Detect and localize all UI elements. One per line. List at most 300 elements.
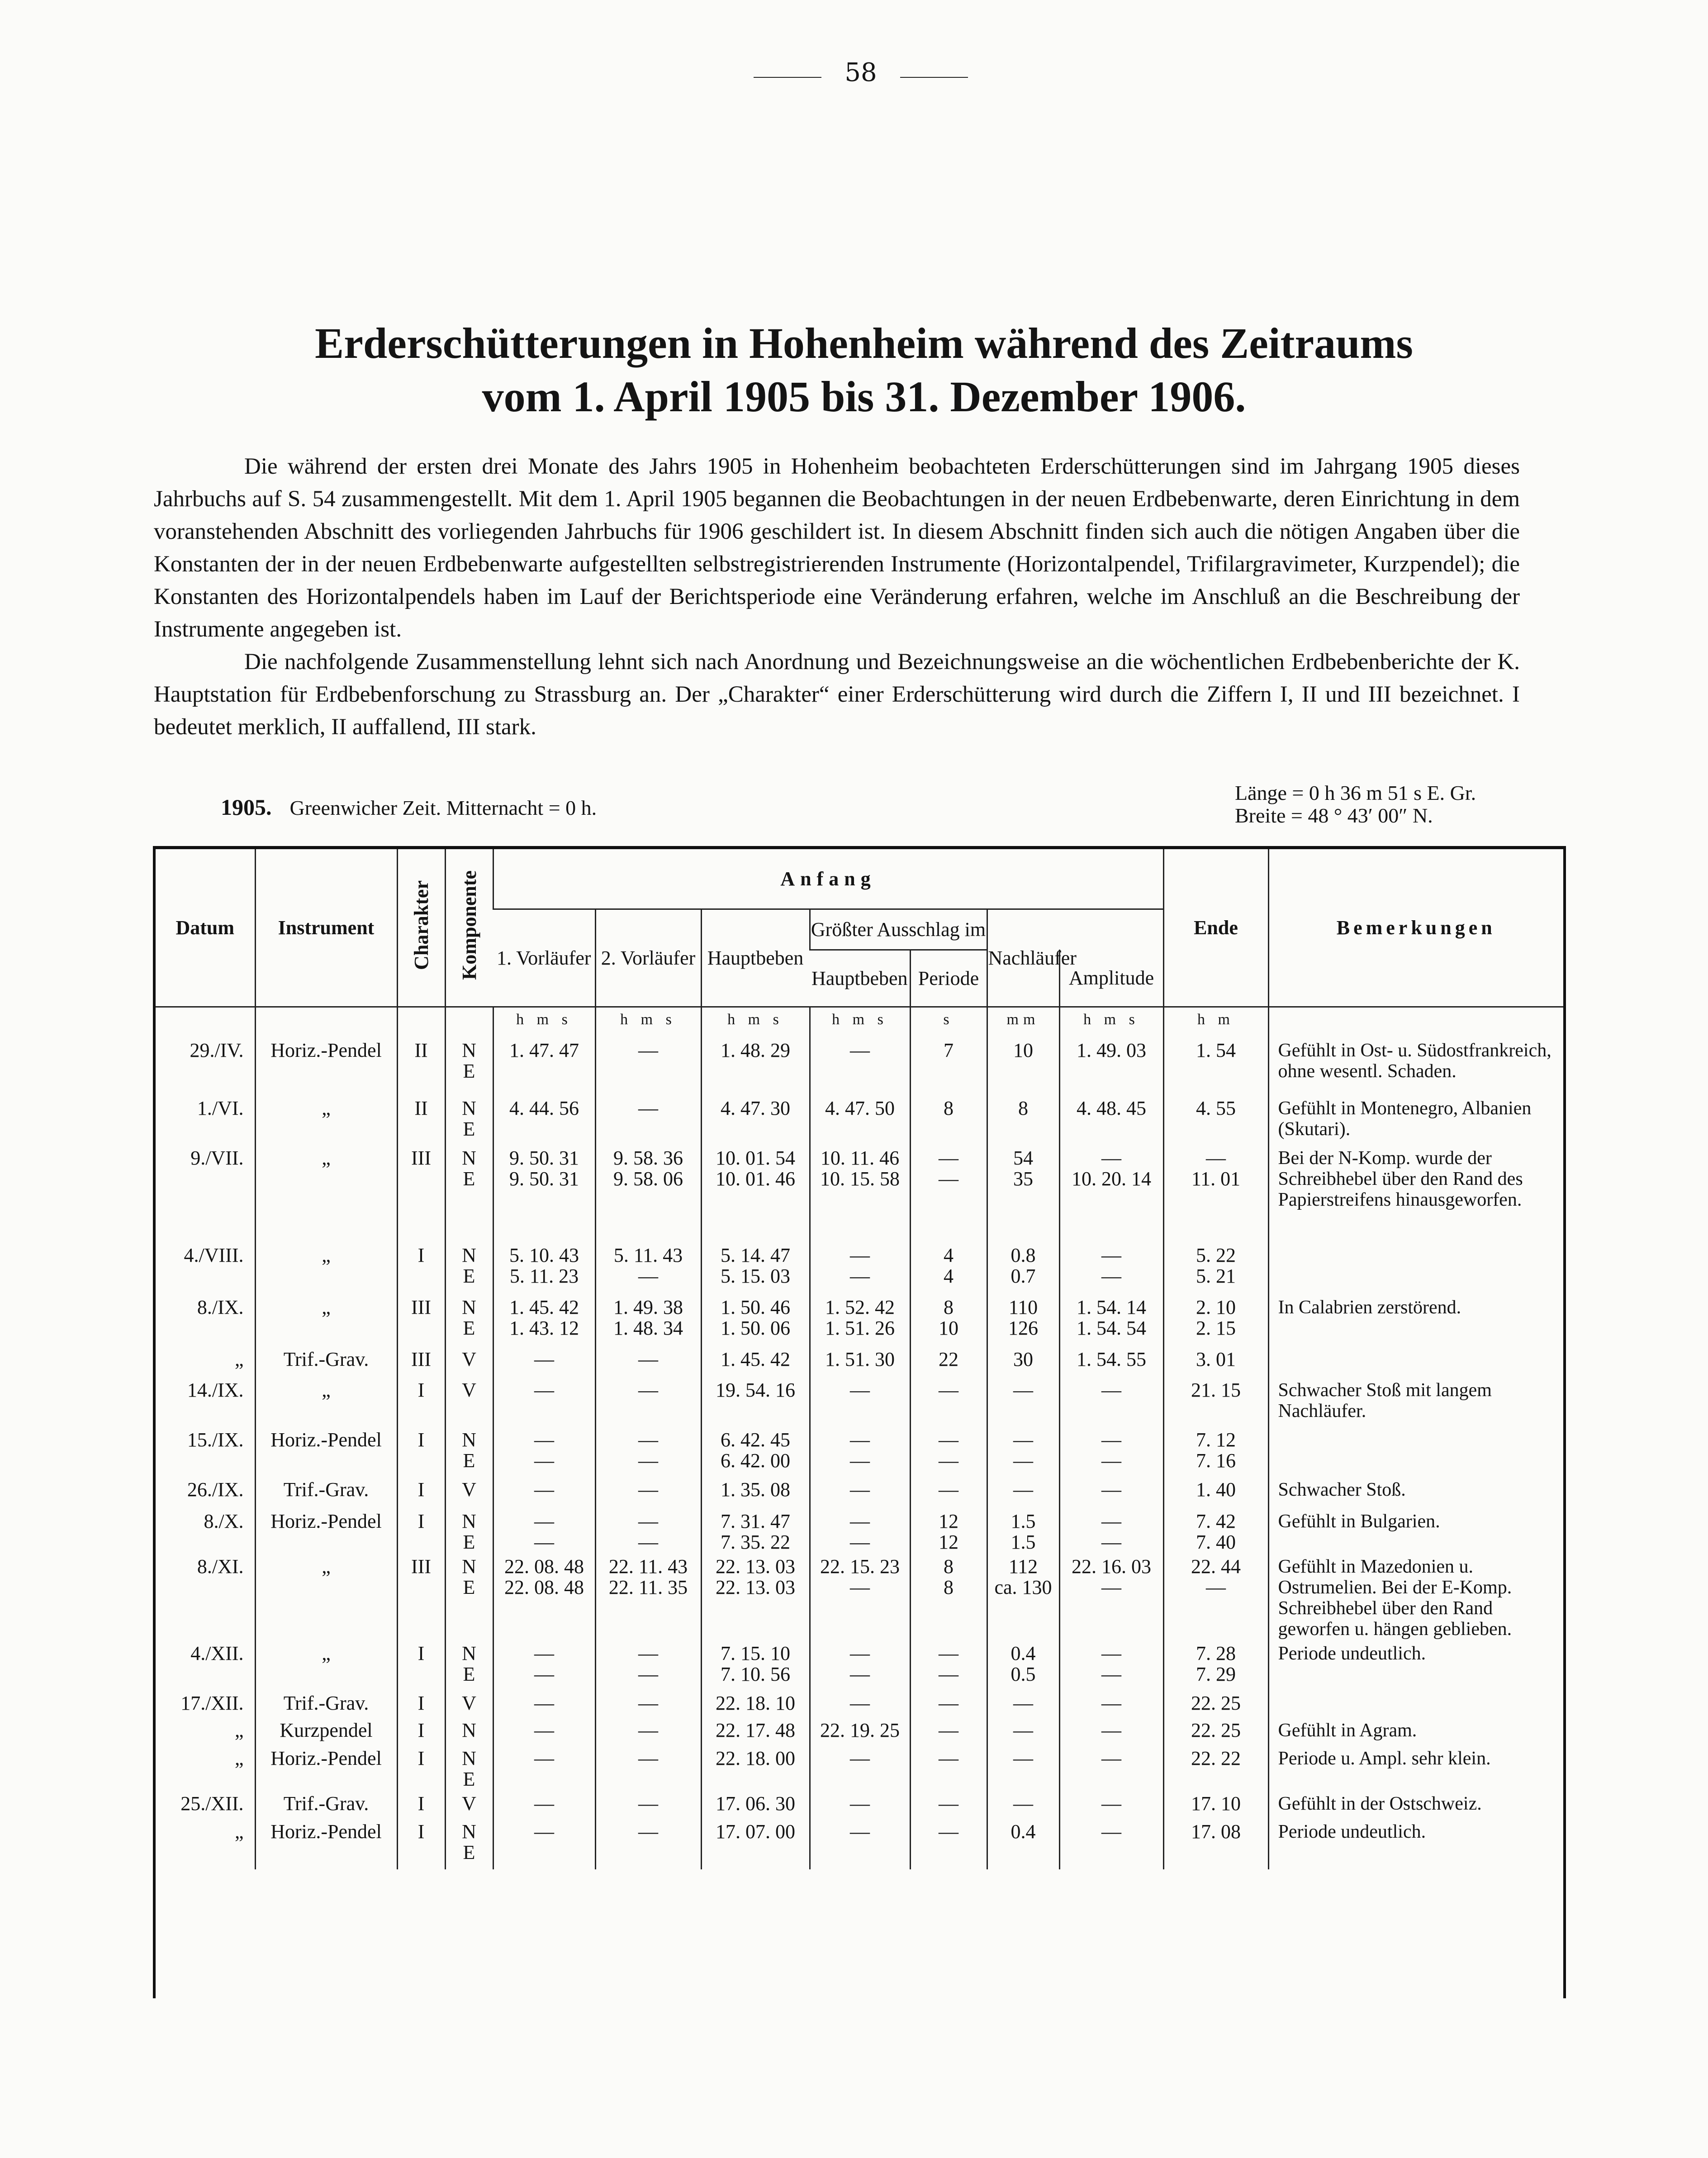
vorlaeufer-2-cell-value: 9. 58. 36 [613, 1146, 683, 1169]
hauptbeben-cell [701, 1792, 810, 1820]
table-row [156, 1746, 1563, 1792]
periode-cell [910, 1746, 987, 1792]
header-ende: Ende [1163, 849, 1268, 1007]
komponente-cell [445, 1096, 493, 1146]
table-row [156, 1378, 1563, 1428]
ende-cell-value: — [1206, 1146, 1226, 1169]
header-groesster-ausschlag: Größter Ausschlag im [810, 909, 987, 950]
ende-cell-value: 21. 15 [1191, 1378, 1241, 1401]
page-number-rule-left [754, 77, 821, 78]
amplitude-cell-value: — [1013, 1428, 1033, 1451]
vorlaeufer-1-cell-value: 22. 08. 48 [504, 1576, 584, 1598]
hauptbeben-cell [701, 1509, 810, 1554]
amplitude-cell [987, 1096, 1059, 1146]
amplitude-cell-value: — [1013, 1792, 1033, 1815]
periode-cell [910, 1347, 987, 1378]
charakter-cell: I [397, 1641, 445, 1691]
bemerkung-cell: Bei der N-Komp. wurde der Schreibhebel über den Rand des Papierstreifens hinausgeworfen. [1268, 1146, 1563, 1243]
hauptbeben-cell-value: 22. 18. 00 [716, 1747, 795, 1769]
amplitude-cell-value: 10 [1013, 1039, 1033, 1061]
komponente-cell-value: V [462, 1348, 476, 1370]
unit-cell: mm [987, 1007, 1059, 1038]
nachlaeufer-cell [1059, 1146, 1163, 1243]
periode-cell [910, 1038, 987, 1096]
komponente-cell [445, 1509, 493, 1554]
groesster-hauptbeben-cell-value: — [850, 1244, 870, 1266]
periode-cell-value: — [939, 1747, 958, 1769]
groesster-hauptbeben-cell-value: 1. 51. 30 [825, 1348, 895, 1370]
table-row [156, 1554, 1563, 1641]
groesster-hauptbeben-cell-value: 22. 15. 23 [820, 1555, 900, 1578]
table-row [156, 1096, 1563, 1146]
groesster-hauptbeben-cell-value: 1. 52. 42 [825, 1296, 895, 1318]
komponente-cell-value: N [462, 1428, 476, 1451]
nachlaeufer-cell-value: 22. 16. 03 [1072, 1555, 1151, 1578]
groesster-hauptbeben-cell-value: — [850, 1428, 870, 1451]
periode-cell [910, 1509, 987, 1554]
datum-cell: 25./XII. [180, 1792, 244, 1815]
header-komponente: Komponente [458, 870, 480, 980]
nachlaeufer-cell-value: — [1101, 1478, 1121, 1501]
instrument-cell: „ [255, 1146, 397, 1243]
bemerkung-cell: Gefühlt in Bulgarien. [1268, 1509, 1563, 1554]
komponente-cell [445, 1428, 493, 1478]
groesster-hauptbeben-cell-value: — [850, 1510, 870, 1532]
periode-cell-value: — [939, 1820, 958, 1843]
ende-cell [1163, 1718, 1268, 1746]
groesster-hauptbeben-cell-value: — [850, 1531, 870, 1553]
hauptbeben-cell [701, 1478, 810, 1509]
nachlaeufer-cell-value: — [1101, 1428, 1121, 1451]
ende-cell-value: 2. 15 [1196, 1317, 1236, 1339]
vorlaeufer-1-cell-value: 1. 47. 47 [509, 1039, 579, 1061]
unit-cell [1268, 1007, 1563, 1038]
ende-cell [1163, 1746, 1268, 1792]
datum-cell: 17./XII. [180, 1692, 244, 1714]
nachlaeufer-cell-value: — [1101, 1449, 1121, 1472]
amplitude-cell [987, 1243, 1059, 1295]
datum-cell: 8./X. [204, 1510, 244, 1532]
amplitude-cell [987, 1146, 1059, 1243]
table-row [156, 1509, 1563, 1554]
amplitude-cell-value: 0.4 [1011, 1820, 1036, 1843]
amplitude-cell [987, 1295, 1059, 1347]
header-charakter: Charakter [410, 880, 432, 970]
vorlaeufer-1-cell [493, 1347, 595, 1378]
periode-cell [910, 1478, 987, 1509]
amplitude-cell [987, 1347, 1059, 1378]
ende-cell-value: 1. 54 [1196, 1039, 1236, 1061]
bemerkung-cell: Gefühlt in der Ostschweiz. [1268, 1792, 1563, 1820]
amplitude-cell-value: 1.5 [1011, 1510, 1036, 1532]
hauptbeben-cell [701, 1347, 810, 1378]
periode-cell [910, 1243, 987, 1295]
vorlaeufer-1-cell-value: 9. 50. 31 [509, 1146, 579, 1169]
datum-cell: 1./VI. [197, 1097, 244, 1119]
hauptbeben-cell-value: 5. 14. 47 [721, 1244, 790, 1266]
hauptbeben-cell-value: 7. 15. 10 [721, 1642, 790, 1664]
vorlaeufer-1-cell [493, 1792, 595, 1820]
hauptbeben-cell-value: 7. 35. 22 [721, 1531, 790, 1553]
groesster-hauptbeben-cell-value: — [850, 1478, 870, 1501]
vorlaeufer-1-cell-value: 5. 11. 23 [509, 1264, 579, 1287]
amplitude-cell-value: 110 [1008, 1296, 1038, 1318]
periode-cell-value: — [939, 1449, 958, 1472]
periode-cell [910, 1378, 987, 1428]
amplitude-cell [987, 1038, 1059, 1096]
komponente-cell-value: E [463, 1663, 475, 1685]
amplitude-cell [987, 1792, 1059, 1820]
vorlaeufer-2-cell [595, 1428, 701, 1478]
periode-cell-value: — [939, 1167, 958, 1190]
unit-cell: h m s [595, 1007, 701, 1038]
komponente-cell [445, 1243, 493, 1295]
table-body [156, 1007, 1563, 1869]
unit-cell [156, 1007, 255, 1038]
amplitude-cell [987, 1428, 1059, 1478]
groesster-hauptbeben-cell-value: 22. 19. 25 [820, 1719, 900, 1741]
amplitude-cell-value: — [1013, 1747, 1033, 1769]
ende-cell-value: — [1206, 1576, 1226, 1598]
groesster-hauptbeben-cell-value: — [850, 1039, 870, 1061]
nachlaeufer-cell [1059, 1243, 1163, 1295]
datum-cell: 4./VIII. [184, 1244, 244, 1266]
instrument-cell: Horiz.-Pendel [255, 1746, 397, 1792]
datum-cell: 4./XII. [190, 1642, 244, 1664]
komponente-cell [445, 1691, 493, 1718]
periode-cell [910, 1554, 987, 1641]
groesster-hauptbeben-cell-value: — [850, 1792, 870, 1815]
instrument-cell: „ [255, 1641, 397, 1691]
amplitude-cell [987, 1691, 1059, 1718]
amplitude-cell [987, 1820, 1059, 1869]
ende-cell [1163, 1146, 1268, 1243]
ende-cell [1163, 1243, 1268, 1295]
vorlaeufer-1-cell [493, 1096, 595, 1146]
hauptbeben-cell-value: 10. 01. 46 [716, 1167, 795, 1190]
ende-cell-value: 17. 08 [1191, 1820, 1241, 1843]
bemerkung-cell [1268, 1347, 1563, 1378]
charakter-cell: I [397, 1746, 445, 1792]
periode-cell-value: 10 [939, 1317, 958, 1339]
komponente-cell-value: N [462, 1039, 476, 1061]
komponente-cell-value: N [462, 1510, 476, 1532]
header-periode: Periode [910, 950, 987, 1007]
komponente-cell-value: E [463, 1768, 475, 1790]
ende-cell-value: 11. 01 [1191, 1167, 1241, 1190]
vorlaeufer-2-cell [595, 1478, 701, 1509]
periode-cell-value: 22 [939, 1348, 958, 1370]
nachlaeufer-cell [1059, 1554, 1163, 1641]
periode-cell [910, 1641, 987, 1691]
komponente-cell [445, 1478, 493, 1509]
title-line-2: vom 1. April 1905 bis 31. Dezember 1906. [482, 372, 1246, 421]
komponente-cell [445, 1146, 493, 1243]
header-g-hauptbeben: Hauptbeben [810, 950, 910, 1007]
hauptbeben-cell-value: 4. 47. 30 [721, 1097, 790, 1119]
komponente-cell-value: N [462, 1097, 476, 1119]
vorlaeufer-1-cell [493, 1478, 595, 1509]
hauptbeben-cell-value: 1. 50. 46 [721, 1296, 790, 1318]
datum-cell: „ [234, 1719, 244, 1741]
nachlaeufer-cell-value: — [1101, 1792, 1121, 1815]
charakter-cell: III [397, 1146, 445, 1243]
periode-cell-value: — [939, 1792, 958, 1815]
hauptbeben-cell-value: 6. 42. 00 [721, 1449, 790, 1472]
vorlaeufer-1-cell [493, 1691, 595, 1718]
table-row [156, 1641, 1563, 1691]
vorlaeufer-2-cell-value: — [638, 1510, 658, 1532]
unit-cell: h m s [701, 1007, 810, 1038]
groesster-hauptbeben-cell-value: 10. 15. 58 [820, 1167, 900, 1190]
vorlaeufer-1-cell-value: — [534, 1378, 554, 1401]
bemerkung-cell [1268, 1691, 1563, 1718]
nachlaeufer-cell-value: 1. 54. 14 [1077, 1296, 1146, 1318]
vorlaeufer-1-cell [493, 1554, 595, 1641]
unit-cell: h m s [1059, 1007, 1163, 1038]
periode-cell-value: 4 [944, 1264, 954, 1287]
bemerkung-cell: Periode undeutlich. [1268, 1820, 1563, 1869]
bemerkung-cell: In Calabrien zerstörend. [1268, 1295, 1563, 1347]
amplitude-cell-value: — [1013, 1478, 1033, 1501]
vorlaeufer-2-cell [595, 1038, 701, 1096]
periode-cell-value: 12 [939, 1510, 958, 1532]
periode-cell-value: 8 [944, 1097, 954, 1119]
intro-paragraph-1: Die während der ersten drei Monate des Jahrs 1905 in Hohenheim beobachteten Erderschütterungen sind im Jahrgang 1905 dieses Jahrbuchs auf S. 54 zusammengestellt. Mit dem 1. April 1905 begannen die Beobachtungen in der neuen Erdbebenwarte, deren Einrichtung in dem voranstehenden Abschnitt des vorliegenden Jahrbuchs für 1906 geschildert ist. In diesem Abschnitt finden sich auch die nötigen Angaben über die Konstanten der in der neuen Erdbebenwarte aufgestellten selbstregistrierenden Instrumente (Horizontalpendel, Trifilargravimeter, Kurzpendel); die Konstanten des Horizontalpendels haben im Lauf der Berichtsperiode eine Veränderung erfahren, welche im Anschluß an die Beschreibung der Instrumente angegeben ist. [154, 454, 1520, 642]
charakter-cell: I [397, 1478, 445, 1509]
unit-cell [255, 1007, 397, 1038]
amplitude-cell [987, 1509, 1059, 1554]
bemerkung-cell: Gefühlt in Montenegro, Albanien (Skutari). [1268, 1096, 1563, 1146]
periode-cell-value: 12 [939, 1531, 958, 1553]
header-vorlaeufer-1: 1. Vorläufer [493, 909, 595, 1007]
groesster-hauptbeben-cell-value: — [850, 1449, 870, 1472]
ende-cell [1163, 1691, 1268, 1718]
amplitude-cell [987, 1641, 1059, 1691]
periode-cell-value: 4 [944, 1244, 954, 1266]
vorlaeufer-1-cell-value: — [534, 1449, 554, 1472]
komponente-cell-value: E [463, 1117, 475, 1140]
periode-cell-value: 8 [944, 1296, 954, 1318]
datum-cell: 26./IX. [187, 1478, 244, 1501]
vorlaeufer-2-cell [595, 1295, 701, 1347]
periode-cell [910, 1691, 987, 1718]
ende-cell [1163, 1554, 1268, 1641]
ende-cell-value: 5. 21 [1196, 1264, 1236, 1287]
hauptbeben-cell-value: 19. 54. 16 [716, 1378, 795, 1401]
bemerkung-cell [1268, 1428, 1563, 1478]
table-row [156, 1146, 1563, 1243]
hauptbeben-cell [701, 1554, 810, 1641]
amplitude-cell-value: 0.5 [1011, 1663, 1036, 1685]
groesster-hauptbeben-cell [810, 1641, 910, 1691]
komponente-cell-value: E [463, 1264, 475, 1287]
periode-cell-value: — [939, 1428, 958, 1451]
datum-cell: 8./IX. [197, 1296, 244, 1318]
time-note: Greenwicher Zeit. Mitternacht = 0 h. [289, 796, 597, 819]
vorlaeufer-2-cell-value: — [638, 1428, 658, 1451]
bemerkung-cell: Schwacher Stoß mit langem Nachläufer. [1268, 1378, 1563, 1428]
amplitude-cell-value: 35 [1013, 1167, 1033, 1190]
charakter-cell: III [397, 1347, 445, 1378]
unit-cell: h m [1163, 1007, 1268, 1038]
header-datum: Datum [156, 849, 255, 1007]
ende-cell [1163, 1820, 1268, 1869]
komponente-cell-value: E [463, 1167, 475, 1190]
hauptbeben-cell [701, 1243, 810, 1295]
amplitude-cell-value: 8 [1018, 1097, 1028, 1119]
periode-cell [910, 1718, 987, 1746]
amplitude-cell [987, 1746, 1059, 1792]
hauptbeben-cell-value: 7. 31. 47 [721, 1510, 790, 1532]
hauptbeben-cell-value: 17. 07. 00 [716, 1820, 795, 1843]
vorlaeufer-1-cell [493, 1428, 595, 1478]
ende-cell [1163, 1295, 1268, 1347]
ende-cell-value: 22. 22 [1191, 1747, 1241, 1769]
instrument-cell: Trif.-Grav. [255, 1691, 397, 1718]
table-row [156, 1428, 1563, 1478]
hauptbeben-cell-value: 22. 13. 03 [716, 1576, 795, 1598]
periode-cell [910, 1820, 987, 1869]
bemerkung-cell: Periode u. Ampl. sehr klein. [1268, 1746, 1563, 1792]
komponente-cell-value: E [463, 1060, 475, 1082]
vorlaeufer-2-cell-value: 5. 11. 43 [613, 1244, 683, 1266]
table-row [156, 1478, 1563, 1509]
amplitude-cell-value: 30 [1013, 1348, 1033, 1370]
nachlaeufer-cell-value: — [1101, 1692, 1121, 1714]
vorlaeufer-1-cell [493, 1746, 595, 1792]
header-vorlaeufer-2: 2. Vorläufer [595, 909, 701, 1007]
vorlaeufer-1-cell-value: — [534, 1719, 554, 1741]
charakter-cell: I [397, 1509, 445, 1554]
komponente-cell-value: E [463, 1841, 475, 1863]
vorlaeufer-2-cell-value: — [638, 1449, 658, 1472]
nachlaeufer-cell [1059, 1478, 1163, 1509]
vorlaeufer-2-cell-value: — [638, 1478, 658, 1501]
instrument-cell: „ [255, 1295, 397, 1347]
hauptbeben-cell-value: 7. 10. 56 [721, 1663, 790, 1685]
charakter-cell: III [397, 1295, 445, 1347]
amplitude-cell-value: 54 [1013, 1146, 1033, 1169]
vorlaeufer-1-cell [493, 1295, 595, 1347]
nachlaeufer-cell [1059, 1792, 1163, 1820]
datum-cell: „ [234, 1820, 244, 1843]
vorlaeufer-1-cell-value: — [534, 1531, 554, 1553]
vorlaeufer-2-cell-value: — [638, 1264, 658, 1287]
vorlaeufer-1-cell-value: — [534, 1428, 554, 1451]
komponente-cell [445, 1347, 493, 1378]
units-row [156, 1007, 1563, 1038]
ende-cell-value: 4. 55 [1196, 1097, 1236, 1119]
nachlaeufer-cell-value: — [1101, 1576, 1121, 1598]
charakter-cell: I [397, 1691, 445, 1718]
instrument-cell: „ [255, 1096, 397, 1146]
hauptbeben-cell [701, 1038, 810, 1096]
bemerkung-cell: Periode undeutlich. [1268, 1641, 1563, 1691]
amplitude-cell [987, 1478, 1059, 1509]
intro-paragraph-2: Die nachfolgende Zusammenstellung lehnt sich nach Anordnung und Bezeichnungsweise an die wöchentlichen Erdbebenberichte der K. Hauptstation für Erdbebenforschung zu Strassburg an. Der „Charakter“ einer Erderschütterung wird durch die Ziffern I, II und III bezeichnet. I bedeutet merklich, II auffallend, III stark. [154, 649, 1520, 740]
vorlaeufer-1-cell [493, 1820, 595, 1869]
bemerkung-cell [1268, 1243, 1563, 1295]
vorlaeufer-2-cell-value: — [638, 1642, 658, 1664]
vorlaeufer-1-cell-value: — [534, 1663, 554, 1685]
komponente-cell-value: N [462, 1747, 476, 1769]
groesster-hauptbeben-cell [810, 1347, 910, 1378]
vorlaeufer-1-cell-value: — [534, 1692, 554, 1714]
vorlaeufer-1-cell-value: — [534, 1510, 554, 1532]
groesster-hauptbeben-cell [810, 1146, 910, 1243]
vorlaeufer-1-cell-value: — [534, 1792, 554, 1815]
charakter-cell: III [397, 1554, 445, 1641]
vorlaeufer-2-cell-value: — [638, 1792, 658, 1815]
ende-cell-value: 1. 40 [1196, 1478, 1236, 1501]
table-row [156, 1820, 1563, 1869]
charakter-cell: I [397, 1428, 445, 1478]
nachlaeufer-cell [1059, 1691, 1163, 1718]
ende-cell-value: 7. 29 [1196, 1663, 1236, 1685]
komponente-cell-value: E [463, 1449, 475, 1472]
hauptbeben-cell [701, 1295, 810, 1347]
groesster-hauptbeben-cell [810, 1792, 910, 1820]
ende-cell-value: 5. 22 [1196, 1244, 1236, 1266]
vorlaeufer-2-cell-value: — [638, 1719, 658, 1741]
unit-cell [445, 1007, 493, 1038]
vorlaeufer-1-cell-value: 9. 50. 31 [509, 1167, 579, 1190]
amplitude-cell-value: 112 [1008, 1555, 1038, 1578]
komponente-cell-value: N [462, 1642, 476, 1664]
nachlaeufer-cell [1059, 1295, 1163, 1347]
vorlaeufer-2-cell [595, 1096, 701, 1146]
komponente-cell [445, 1820, 493, 1869]
nachlaeufer-cell-value: — [1101, 1510, 1121, 1532]
nachlaeufer-cell-value: 1. 49. 03 [1077, 1039, 1146, 1061]
komponente-cell-value: V [462, 1792, 476, 1815]
unit-cell: h m s [493, 1007, 595, 1038]
header-anfang: Anfang [493, 849, 1163, 909]
hauptbeben-cell-value: 22. 18. 10 [716, 1692, 795, 1714]
header-nachlaeufer: Nachläufer [987, 909, 1059, 1007]
vorlaeufer-2-cell [595, 1243, 701, 1295]
ende-cell [1163, 1096, 1268, 1146]
datum-cell: „ [234, 1348, 244, 1370]
instrument-cell: Horiz.-Pendel [255, 1509, 397, 1554]
komponente-cell [445, 1295, 493, 1347]
table-row [156, 1243, 1563, 1295]
groesster-hauptbeben-cell [810, 1243, 910, 1295]
vorlaeufer-2-cell [595, 1554, 701, 1641]
komponente-cell-value: V [462, 1378, 476, 1401]
bemerkung-cell: Schwacher Stoß. [1268, 1478, 1563, 1509]
nachlaeufer-cell [1059, 1509, 1163, 1554]
ende-cell-value: 17. 10 [1191, 1792, 1241, 1815]
vorlaeufer-1-cell-value: — [534, 1348, 554, 1370]
nachlaeufer-cell [1059, 1820, 1163, 1869]
groesster-hauptbeben-cell-value: — [850, 1820, 870, 1843]
nachlaeufer-cell-value: — [1101, 1747, 1121, 1769]
komponente-cell [445, 1792, 493, 1820]
ende-cell-value: 7. 12 [1196, 1428, 1236, 1451]
nachlaeufer-cell-value: — [1101, 1719, 1121, 1741]
amplitude-cell-value: 0.7 [1011, 1264, 1036, 1287]
groesster-hauptbeben-cell [810, 1428, 910, 1478]
instrument-cell: Trif.-Grav. [255, 1792, 397, 1820]
groesster-hauptbeben-cell-value: — [850, 1692, 870, 1714]
vorlaeufer-1-cell [493, 1718, 595, 1746]
instrument-cell: Horiz.-Pendel [255, 1820, 397, 1869]
hauptbeben-cell [701, 1096, 810, 1146]
page-number-area [0, 58, 1708, 94]
instrument-cell: „ [255, 1243, 397, 1295]
